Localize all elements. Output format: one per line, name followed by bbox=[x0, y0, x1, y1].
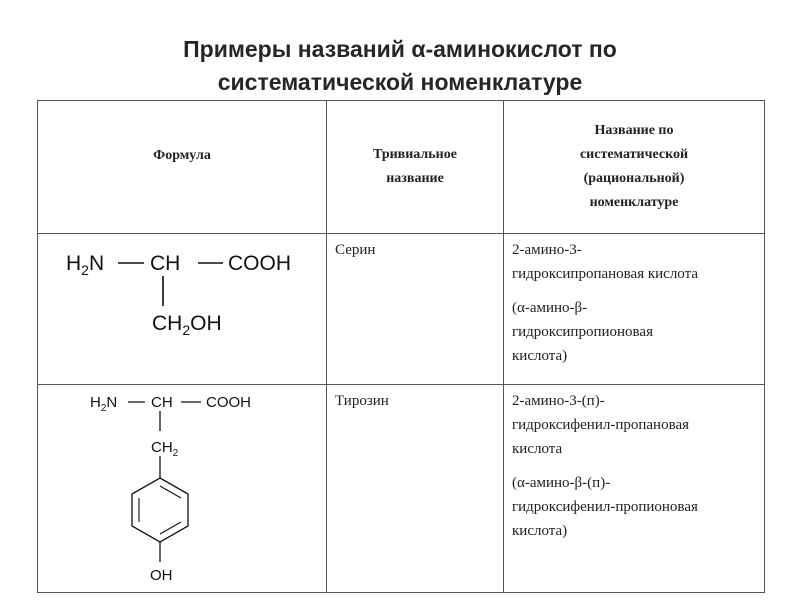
table-header-row bbox=[38, 101, 765, 234]
tyrosine-hydroxyl: OH bbox=[150, 567, 173, 584]
systematic-cell-serine bbox=[504, 234, 765, 385]
serine-carboxyl: COOH bbox=[228, 252, 291, 275]
header-systematic bbox=[504, 101, 765, 234]
header-systematic-line: Название по bbox=[594, 123, 674, 138]
trivial-name: Тирозин bbox=[335, 393, 389, 409]
systematic-line: гидроксипропановая кислота bbox=[512, 266, 698, 282]
header-systematic-line: систематической bbox=[579, 147, 689, 162]
header-trivial-line: Тривиальное bbox=[373, 147, 457, 162]
alt-name-line: кислота) bbox=[512, 348, 568, 364]
systematic-cell-tyrosine bbox=[504, 385, 765, 593]
systematic-line: 2-амино-3- bbox=[512, 242, 582, 258]
formula-cell-serine bbox=[38, 234, 327, 385]
alt-name-line: гидроксипропионовая bbox=[512, 324, 653, 340]
tyrosine-methylene: $CH_2$ bbox=[151, 439, 179, 459]
systematic-line: кислота bbox=[512, 441, 563, 457]
header-trivial-line: название bbox=[386, 171, 444, 186]
systematic-line: 2-амино-3-(п)- bbox=[512, 393, 605, 409]
tyrosine-carboxyl: COOH bbox=[206, 394, 251, 411]
benzene-ring bbox=[132, 478, 188, 542]
serine-alpha-ch: CH bbox=[150, 252, 181, 275]
trivial-cell-tyrosine bbox=[327, 385, 504, 593]
tyrosine-alpha-ch: CH bbox=[151, 394, 173, 411]
header-formula-label: Формула bbox=[153, 148, 211, 163]
slide-title bbox=[0, 33, 800, 99]
title-line-1: Примеры названий α-аминокислот по bbox=[183, 36, 617, 62]
title-line-2: систематической номенклатуре bbox=[217, 69, 583, 95]
header-formula bbox=[38, 101, 327, 234]
alt-name-line: (α-амино-β- bbox=[512, 300, 588, 316]
nomenclature-table bbox=[37, 100, 764, 584]
alt-name-line: (α-амино-β-(п)- bbox=[512, 475, 611, 491]
header-systematic-line: номенклатуре bbox=[589, 195, 679, 210]
alt-name-line: гидроксифенил-пропионовая bbox=[512, 499, 698, 515]
header-systematic-line: (рациональной) bbox=[583, 171, 685, 186]
serine-structure bbox=[38, 234, 327, 384]
header-trivial bbox=[327, 101, 504, 234]
table-row bbox=[38, 385, 765, 593]
serine-side-chain: $CH_2OH$ bbox=[152, 312, 222, 338]
serine-amine: $H_2N$ bbox=[66, 252, 105, 278]
trivial-cell-serine bbox=[327, 234, 504, 385]
formula-cell-tyrosine bbox=[38, 385, 327, 593]
tyrosine-structure bbox=[38, 385, 327, 592]
trivial-name: Серин bbox=[335, 242, 376, 258]
systematic-line: гидроксифенил-пропановая bbox=[512, 417, 690, 433]
table-row bbox=[38, 234, 765, 385]
alt-name-line: кислота) bbox=[512, 523, 568, 539]
tyrosine-amine: $H_2N$ bbox=[90, 394, 118, 414]
